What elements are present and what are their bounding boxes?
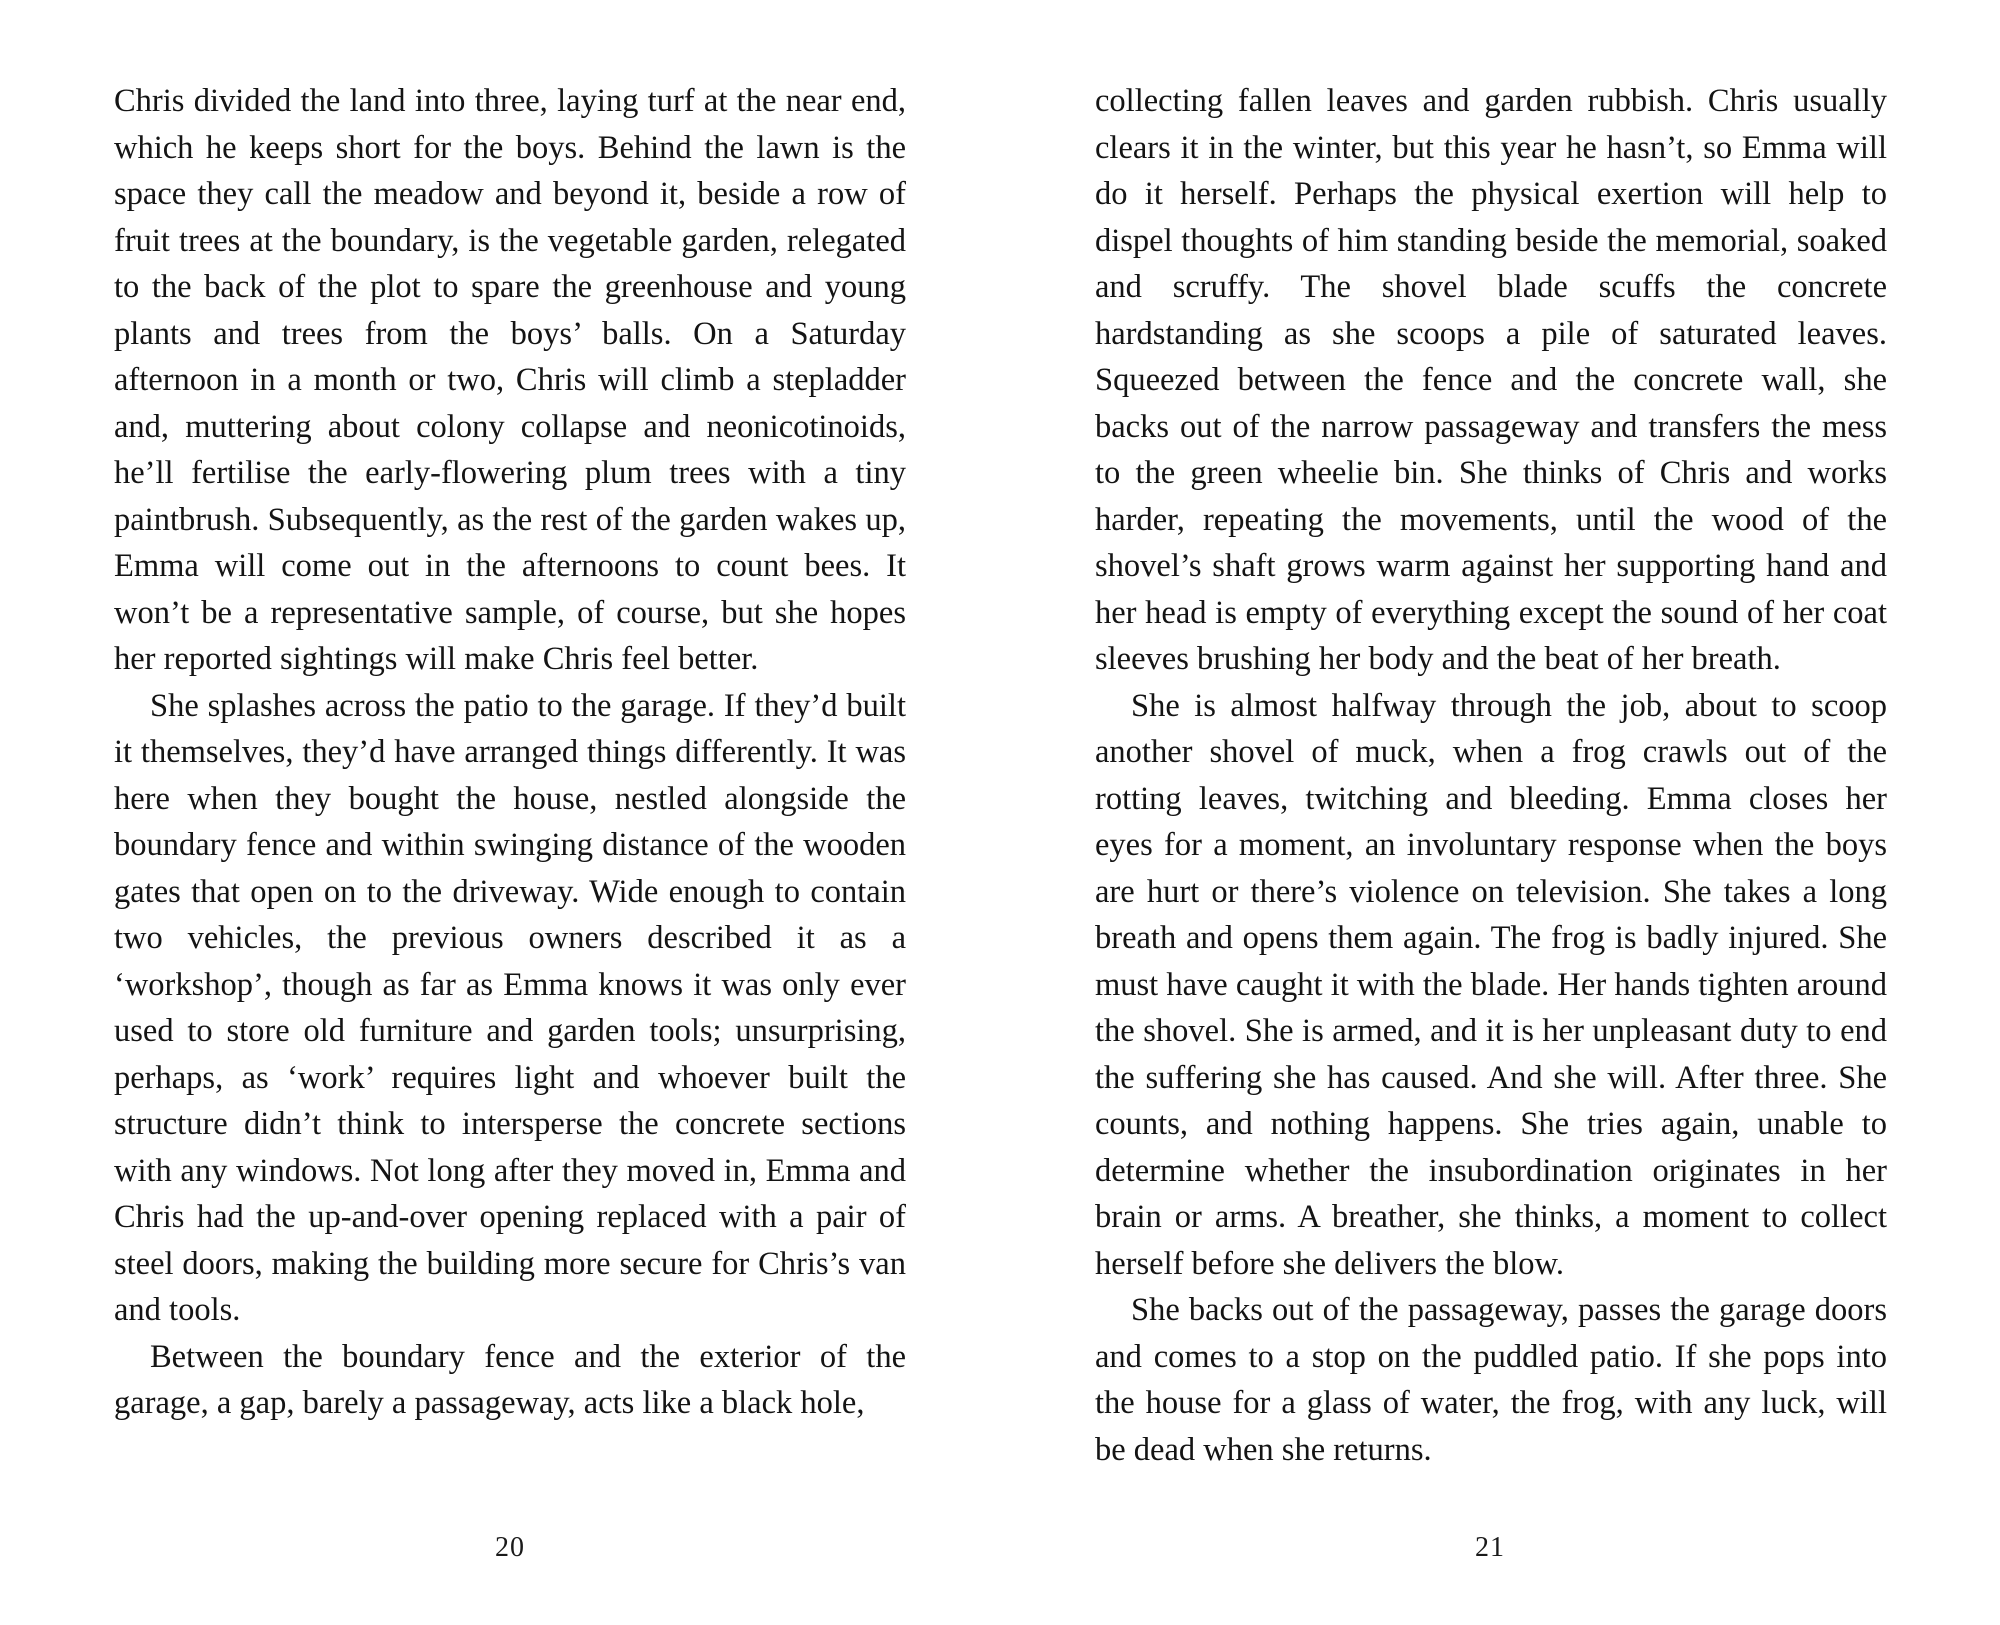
left-paragraph-2: She splashes across the patio to the garage. If they’d built it themselves, they’d have arranged things differently. It was here when they bought the house, nestled alongside the boundary fence and within swinging distance of the wooden gates that open on to the driveway. Wide enough to contain two vehicles, the previous owners described it as a ‘workshop’, though as far as Emma knows it was only ever used to store old furniture and garden tools; unsurprising, perhaps, as ‘work’ requires light and whoever built the structure didn’t think to intersperse the concrete sections with any windows. Not long after they moved in, Emma and Chris had the up-and-over opening replaced with a pair of steel doors, making the building more secure for Chris’s van and tools. <box>114 687 906 1328</box>
right-paragraph-2: She is almost halfway through the job, about to scoop another shovel of muck, when a frog crawls out of the rotting leaves, twitching and bleeding. Emma closes her eyes for a moment, an involuntary response when the boys are hurt or there’s violence on television. She takes a long breath and opens them again. The frog is badly injured. She must have caught it with the blade. Her hands tighten around the shovel. She is armed, and it is her unpleasant duty to end the suffering she has caused. And she will. After three. She counts, and nothing happens. She tries again, unable to determine whether the insubordination originates in her brain or arms. A breather, she thinks, a moment to collect herself before she delivers the blow. <box>1095 687 1887 1282</box>
left-paragraph-1: Chris divided the land into three, laying turf at the near end, which he keeps short for the boys. Behind the lawn is the space they call the meadow and beyond it, beside a row of fruit trees at the boundary, is the vegetable garden, relegated to the back of the plot to spare the greenhouse and young plants and trees from the boys’ balls. On a Saturday afternoon in a month or two, Chris will climb a stepladder and, muttering about colony collapse and neonicotinoids, he’ll fertilise the early-flowering plum trees with a tiny paintbrush. Subsequently, as the rest of the garden wakes up, Emma will come out in the afternoons to count bees. It won’t be a representative sample, of course, but she hopes her reported sightings will make Chris feel better. <box>114 83 906 677</box>
right-paragraph-1: collecting fallen leaves and garden rubbish. Chris usually clears it in the winter, but this year he hasn’t, so Emma will do it herself. Perhaps the physical exertion will help to dispel thoughts of him standing beside the memorial, soaked and scruffy. The shovel blade scuffs the concrete hardstanding as she scoops a pile of saturated leaves. Squeezed between the fence and the concrete wall, she backs out of the narrow passageway and transfers the mess to the green wheelie bin. She thinks of Chris and works harder, repeating the movements, until the wood of the shovel’s shaft grows warm against her supporting hand and her head is empty of everything except the sound of her coat sleeves brushing her body and the beat of her breath. <box>1095 83 1887 677</box>
right-page-number: 21 <box>1475 1532 1505 1563</box>
right-page-text <box>1095 78 1887 1518</box>
left-page <box>114 78 906 1518</box>
left-page-text <box>114 78 906 1518</box>
right-paragraph-3: She backs out of the passageway, passes the garage doors and comes to a stop on the puddled patio. If she pops into the house for a glass of water, the frog, with any luck, will be dead when she returns. <box>1095 1292 1887 1468</box>
right-page <box>1095 78 1887 1518</box>
left-page-number: 20 <box>495 1532 525 1563</box>
left-paragraph-3: Between the boundary fence and the exterior of the garage, a gap, barely a passageway, acts like a black hole, <box>114 1338 906 1421</box>
